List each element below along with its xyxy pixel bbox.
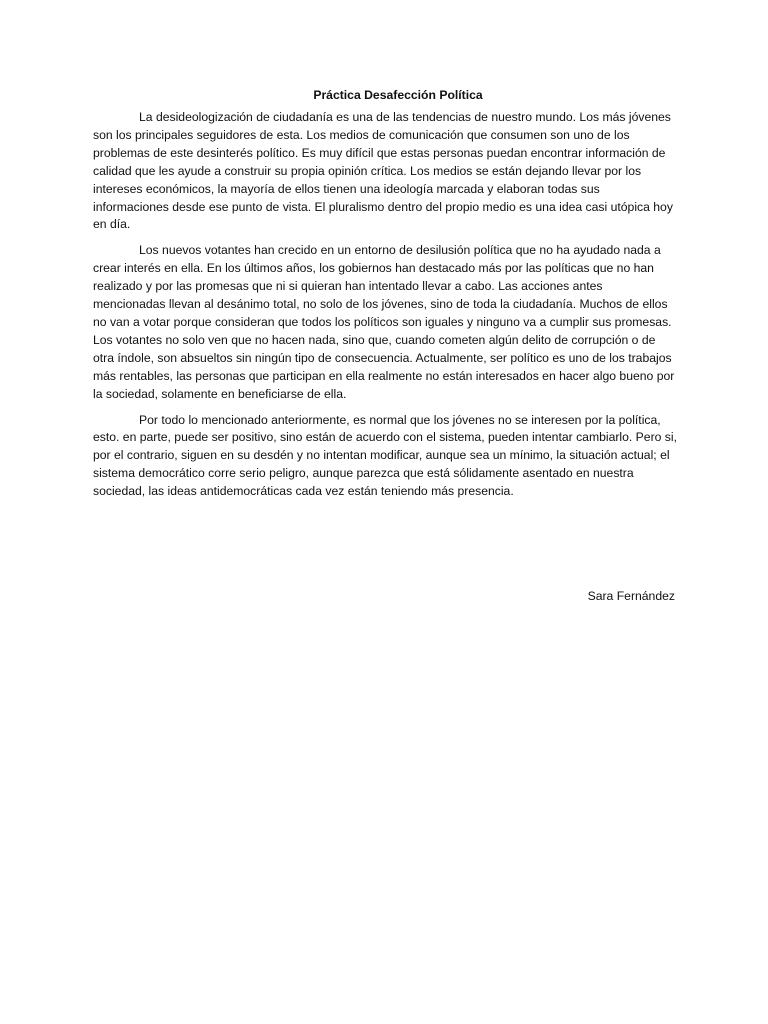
author-signature: Sara Fernández [587,589,675,603]
document-title: Práctica Desafección Política [313,88,483,102]
document-body [93,86,677,509]
paragraph-3: Por todo lo mencionado anteriormente, es normal que los jóvenes no se interesen por la política, esto. en parte, puede ser positivo, sino están de acuerdo con el sistema, pueden intentar cambiarlo. Pero si, por el contrario, siguen en su desdén y no intentan modificar, aunque sea un mínimo, la situación actual; el sistema democrático corre serio peligro, aunque parezca que está sólidamente asentado en nuestra sociedad, las ideas antidemocráticas cada vez están teniendo más presencia. [93,412,677,499]
paragraph-2: Los nuevos votantes han crecido en un entorno de desilusión política que no ha ayudado nada a crear interés en ella. En los últimos años, los gobiernos han destacado más por las políticas que no han realizado y por las promesas que ni si quieran han intentado llevar a cabo. Las acciones antes mencionadas llevan al desánimo total, no solo de los jóvenes, sino de toda la ciudadanía. Muchos de ellos no van a votar porque consideran que todos los políticos son iguales y ninguno va a cumplir sus promesas. Los votantes no solo ven que no hacen nada, sino que, cuando cometen algún delito de corrupción o de otra índole, son absueltos sin ningún tipo de consecuencia. Actualmente, ser político es uno de los trabajos más rentables, las personas que participan en ella realmente no están interesados en hacer algo bueno por la sociedad, solamente en beneficiarse de ella. [93,243,675,401]
paragraph-1: La desideologización de ciudadanía es una de las tendencias de nuestro mundo. Los más jóvenes son los principales seguidores de esta. Los medios de comunicación que consumen son uno de los problemas de este desinterés político. Es muy difícil que estas personas puedan encontrar información de calidad que les ayude a construir su propia opinión crítica. Los medios se están dejando llevar por los intereses económicos, la mayoría de ellos tienen una ideología marcada y elaboran todas sus informaciones desde ese punto de vista. El pluralismo dentro del propio medio es una idea casi utópica hoy en día. [93,110,673,232]
